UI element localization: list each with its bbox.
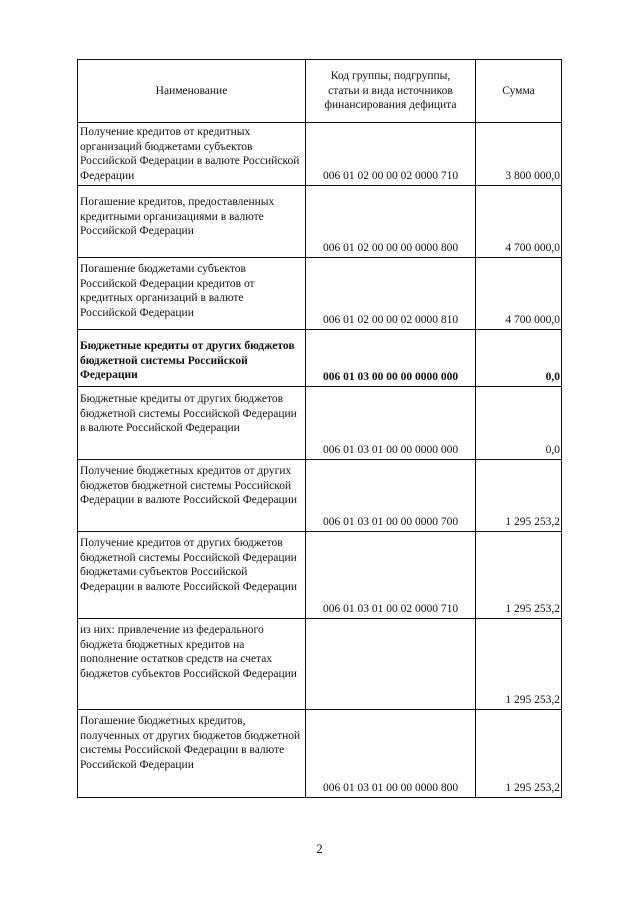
row-sum: 1 295 253,2 <box>476 532 562 619</box>
table-row <box>78 532 562 619</box>
header-code-label: Код группы, подгруппы, статьи и вида источников финансирования дефицита <box>324 70 457 112</box>
sources-of-deficit-financing-table <box>77 59 562 798</box>
table-row <box>78 710 562 798</box>
header-code <box>306 60 476 123</box>
row-code <box>306 619 476 710</box>
row-sum: 1 295 253,2 <box>476 710 562 798</box>
row-name: Бюджетные кредиты от других бюджетов бюджетной системы Российской Федерации <box>78 330 306 387</box>
page-number: 2 <box>316 841 323 856</box>
row-code: 006 01 03 00 00 00 0000 000 <box>306 330 476 387</box>
table-row <box>78 258 562 330</box>
row-name: Погашение бюджетных кредитов, полученных от других бюджетов бюджетной системы Российской Федерации в валюте Российской Федерации <box>78 710 306 798</box>
row-sum: 0,0 <box>476 387 562 460</box>
table-row <box>78 186 562 258</box>
row-code: 006 01 02 00 00 00 0000 800 <box>306 186 476 258</box>
row-sum: 4 700 000,0 <box>476 258 562 330</box>
header-sum: Сумма <box>476 60 562 123</box>
row-name: Получение кредитов от кредитных организаций бюджетами субъектов Российской Федерации в валюте Российской Федерации <box>78 123 306 186</box>
row-code: 006 01 02 00 00 02 0000 710 <box>306 123 476 186</box>
row-name: Получение кредитов от других бюджетов бюджетной системы Российской Федерации бюджетами субъектов Российской Федерации в валюте Российской Федерации <box>78 532 306 619</box>
row-code: 006 01 03 01 00 00 0000 800 <box>306 710 476 798</box>
row-name: Погашение бюджетами субъектов Российской Федерации кредитов от кредитных организаций в валюте Российской Федерации <box>78 258 306 330</box>
row-name: Получение бюджетных кредитов от других бюджетов бюджетной системы Российской Федерации в валюте Российской Федерации <box>78 460 306 532</box>
table-body <box>78 123 562 798</box>
row-sum: 3 800 000,0 <box>476 123 562 186</box>
table-row <box>78 460 562 532</box>
row-sum: 4 700 000,0 <box>476 186 562 258</box>
row-sum: 1 295 253,2 <box>476 619 562 710</box>
row-name: Бюджетные кредиты от других бюджетов бюджетной системы Российской Федерации в валюте Российской Федерации <box>78 387 306 460</box>
row-sum: 1 295 253,2 <box>476 460 562 532</box>
row-code: 006 01 02 00 00 02 0000 810 <box>306 258 476 330</box>
row-name: Погашение кредитов, предоставленных кредитными организациями в валюте Российской Федерации <box>78 186 306 258</box>
row-code: 006 01 03 01 00 02 0000 710 <box>306 532 476 619</box>
row-code: 006 01 03 01 00 00 0000 700 <box>306 460 476 532</box>
row-name: из них: привлечение из федерального бюджета бюджетных кредитов на пополнение остатков средств на счетах бюджетов субъектов Российской Федерации <box>78 619 306 710</box>
header-name: Наименование <box>78 60 306 123</box>
row-sum: 0,0 <box>476 330 562 387</box>
row-code: 006 01 03 01 00 00 0000 000 <box>306 387 476 460</box>
table-header-row <box>78 60 562 123</box>
table-row <box>78 330 562 387</box>
table-row <box>78 387 562 460</box>
table-row <box>78 619 562 710</box>
table-row <box>78 123 562 186</box>
